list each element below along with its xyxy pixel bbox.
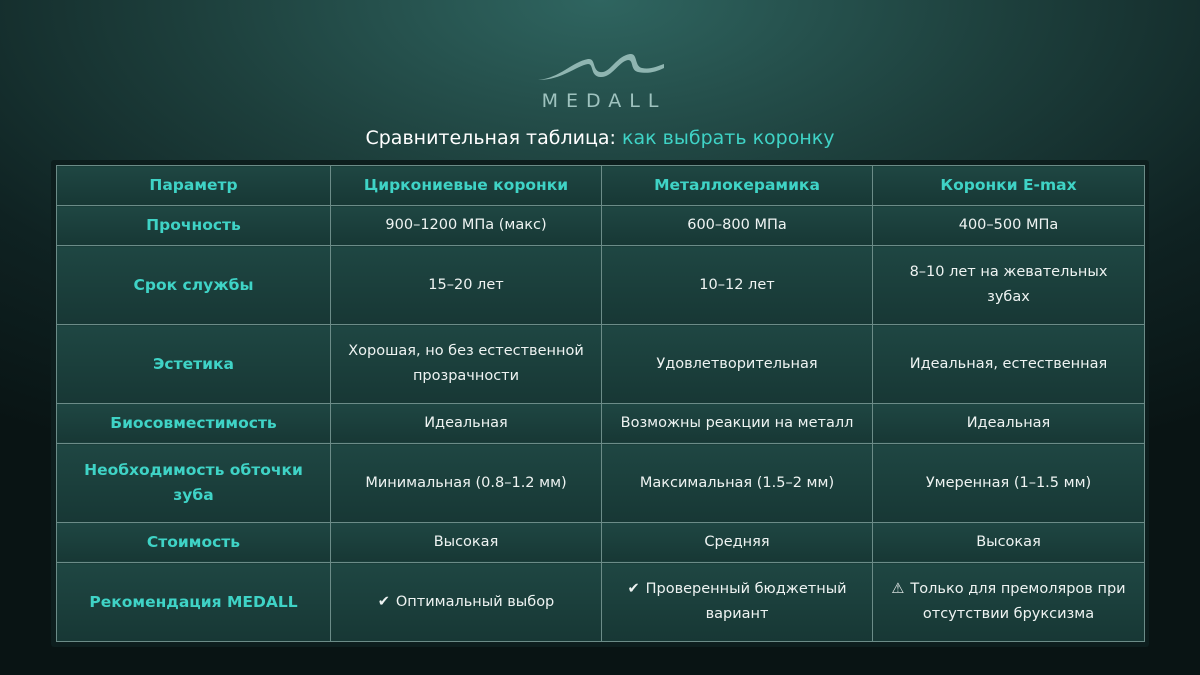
comparison-table-frame [51,160,1149,647]
table-cell: Средняя [602,522,873,562]
table-cell: 600–800 МПа [602,206,873,246]
table-cell: 15–20 лет [331,246,602,325]
row-label: Необходимость обточки зуба [57,444,331,523]
brand-logo [0,50,1200,112]
table-cell: 900–1200 МПа (макс) [331,206,602,246]
table-cell: 10–12 лет [602,246,873,325]
page-title-accent: как выбрать коронку [622,127,835,149]
table-cell: Высокая [873,522,1145,562]
table-cell: Хорошая, но без естественной прозрачности [331,325,602,404]
check-icon: ✔ [627,581,640,598]
recommendation-cell [873,563,1145,642]
medall-wave-icon [530,50,670,86]
row-label: Биосовместимость [57,403,331,443]
table-cell: Идеальная [331,403,602,443]
table-row [57,206,1145,246]
table-cell: Идеальная [873,403,1145,443]
row-label: Стоимость [57,522,331,562]
recommendation-text: Только для премоляров при отсутствии бруксизма [910,581,1126,623]
recommendation-cell [602,563,873,642]
page-title [0,127,1200,149]
table-cell: Минимальная (0.8–1.2 мм) [331,444,602,523]
column-header: Параметр [57,166,331,206]
column-header: Металлокерамика [602,166,873,206]
table-cell: Высокая [331,522,602,562]
table-cell: Возможны реакции на металл [602,403,873,443]
table-cell: Умеренная (1–1.5 мм) [873,444,1145,523]
table-header-row [57,166,1145,206]
page-title-prefix: Сравнительная таблица: [365,127,616,149]
recommendation-text: Оптимальный выбор [395,593,555,610]
table-cell: Удовлетворительная [602,325,873,404]
recommendation-text: Проверенный бюджетный вариант [645,581,847,623]
table-row [57,325,1145,404]
row-label: Срок службы [57,246,331,325]
table-cell: 400–500 МПа [873,206,1145,246]
recommendation-row [57,563,1145,642]
table-row [57,403,1145,443]
table-row [57,522,1145,562]
check-icon: ✔ [377,593,390,610]
table-cell: Идеальная, естественная [873,325,1145,404]
column-header: Циркониевые коронки [331,166,602,206]
table-row [57,246,1145,325]
table-cell: Максимальная (1.5–2 мм) [602,444,873,523]
recommendation-cell [331,563,602,642]
row-label: Рекомендация MEDALL [57,563,331,642]
brand-name: MEDALL [541,90,667,112]
comparison-table [56,165,1145,642]
column-header: Коронки E-max [873,166,1145,206]
table-cell: 8–10 лет на жевательных зубах [873,246,1145,325]
row-label: Эстетика [57,325,331,404]
row-label: Прочность [57,206,331,246]
warning-icon: ⚠ [891,581,905,598]
table-row [57,444,1145,523]
